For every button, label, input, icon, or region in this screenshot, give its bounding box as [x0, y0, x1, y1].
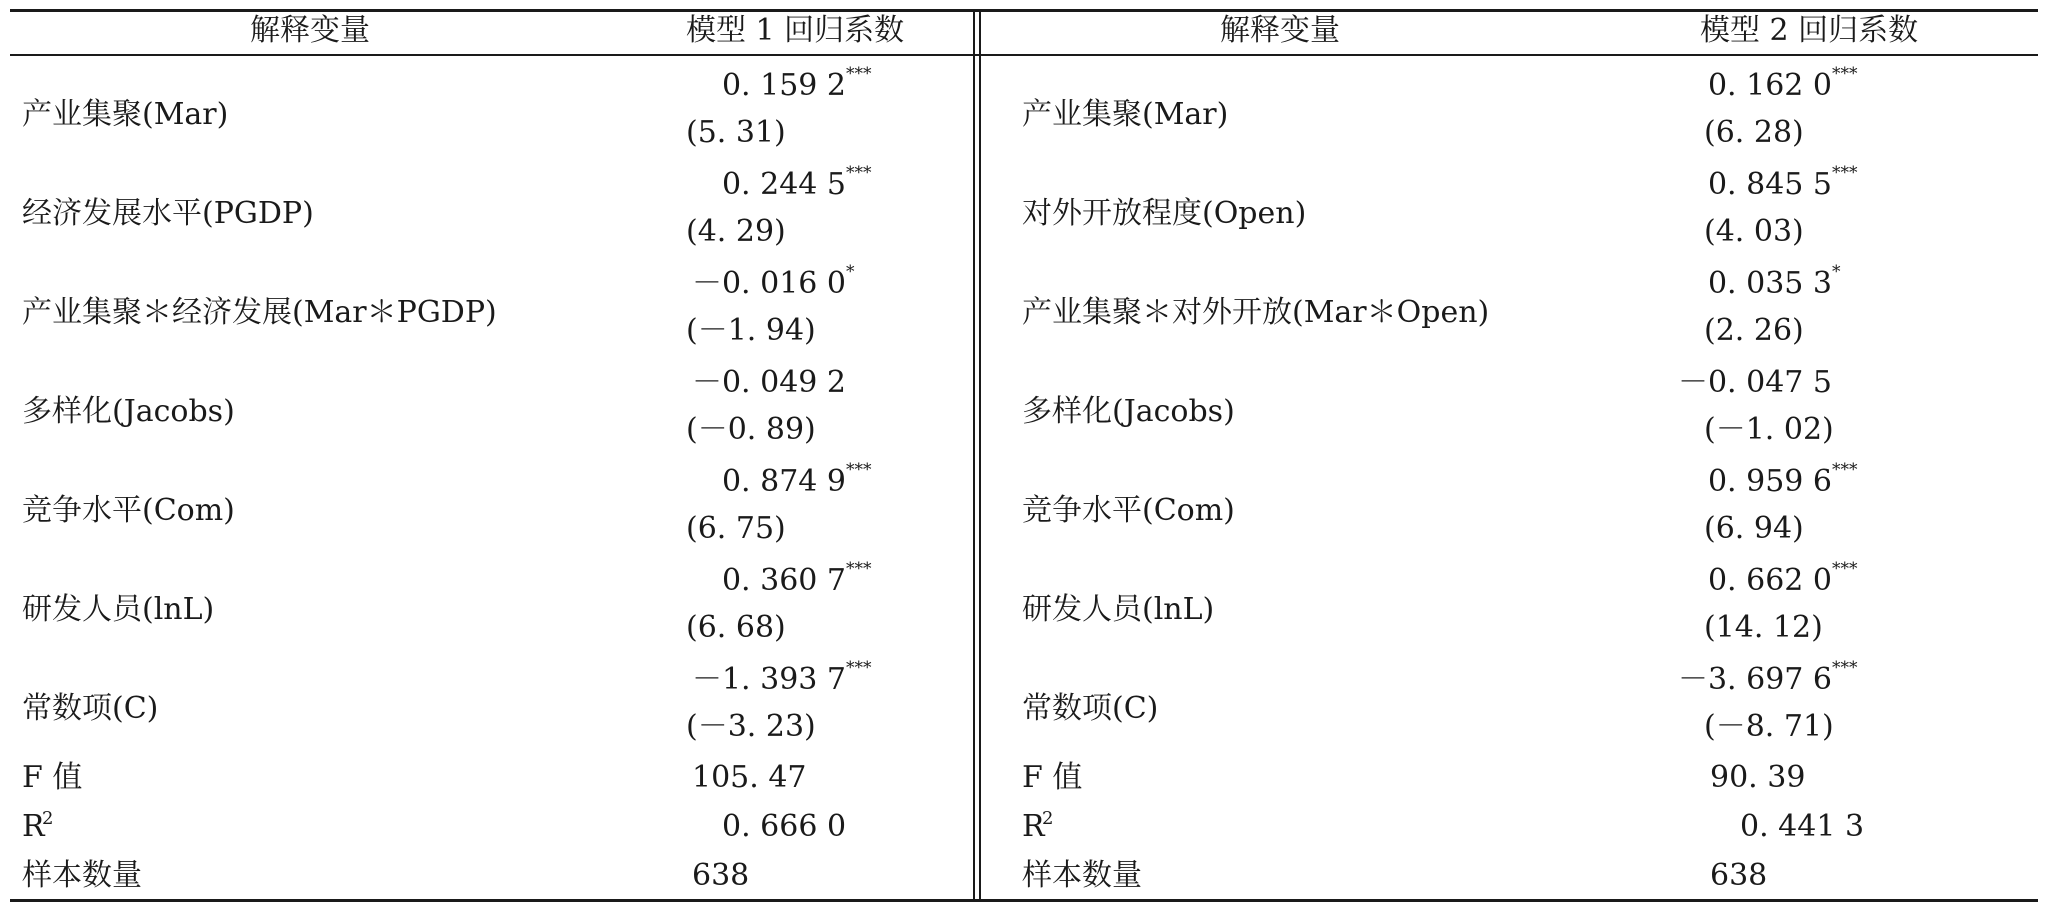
significance-stars: *	[1832, 262, 1841, 282]
row-coefficient: 0. 662 0	[1707, 563, 1832, 598]
row-t-statistic: (4. 29)	[686, 214, 786, 249]
row-coefficient: －1. 393 7	[691, 662, 846, 697]
row-label: 产业集聚(Mar)	[22, 97, 229, 132]
bottom-rule	[10, 899, 2038, 902]
row-t-statistic: (14. 12)	[1704, 610, 1823, 645]
r2-value-right: 0. 441 3	[1740, 809, 1865, 844]
row-coefficient: 0. 035 3	[1707, 266, 1832, 301]
row-coefficient: 0. 874 9	[721, 464, 846, 499]
n-label-left: 样本数量	[22, 858, 142, 893]
row-label: 竞争水平(Com)	[22, 493, 235, 528]
r2-sup-left: 2	[42, 808, 54, 829]
header-left-variable: 解释变量	[250, 13, 370, 48]
row-label: 产业集聚(Mar)	[1022, 97, 1229, 132]
row-t-statistic: (5. 31)	[686, 115, 786, 150]
row-coefficient: －3. 697 6	[1677, 662, 1832, 697]
n-value-right: 638	[1710, 858, 1768, 893]
row-t-statistic: (－0. 89)	[686, 412, 816, 447]
n-label-right: 样本数量	[1022, 858, 1142, 893]
regression-table	[10, 9, 2038, 902]
row-t-statistic: (6. 75)	[686, 511, 786, 546]
f-label-right: F 值	[1022, 760, 1083, 795]
row-t-statistic: (－3. 23)	[686, 709, 816, 744]
r2-value-left: 0. 666 0	[722, 809, 847, 844]
significance-stars: ***	[1832, 658, 1858, 678]
f-value-left: 105. 47	[692, 760, 807, 795]
row-label: 研发人员(lnL)	[22, 592, 215, 627]
header-right-variable: 解释变量	[1220, 13, 1340, 48]
row-coefficient: 0. 159 2	[721, 68, 846, 103]
significance-stars: ***	[846, 559, 872, 579]
significance-stars: ***	[1832, 64, 1858, 84]
significance-stars: ***	[1832, 163, 1858, 183]
significance-stars: ***	[846, 658, 872, 678]
significance-stars: *	[846, 262, 855, 282]
row-coefficient: －0. 049 2	[691, 365, 846, 400]
row-label: 产业集聚＊对外开放(Mar＊Open)	[1022, 295, 1490, 330]
row-coefficient: －0. 047 5	[1677, 365, 1832, 400]
significance-stars: ***	[846, 163, 872, 183]
row-coefficient: －0. 016 0	[691, 266, 846, 301]
header-model1: 模型 1 回归系数	[686, 13, 905, 48]
significance-stars: ***	[846, 64, 872, 84]
row-label: 产业集聚＊经济发展(Mar＊PGDP)	[22, 295, 497, 330]
row-coefficient: 0. 244 5	[721, 167, 846, 202]
row-label: 竞争水平(Com)	[1022, 493, 1235, 528]
row-label: 多样化(Jacobs)	[1022, 394, 1235, 429]
significance-stars: ***	[1832, 460, 1858, 480]
row-label: 经济发展水平(PGDP)	[22, 196, 314, 231]
header-rule	[10, 54, 2038, 56]
r2-label-left: R	[22, 809, 45, 844]
f-label-left: F 值	[22, 760, 83, 795]
row-label: 多样化(Jacobs)	[22, 394, 235, 429]
significance-stars: ***	[846, 460, 872, 480]
row-coefficient: 0. 360 7	[721, 563, 846, 598]
row-coefficient: 0. 959 6	[1707, 464, 1832, 499]
row-label: 常数项(C)	[1022, 691, 1159, 726]
row-t-statistic: (－8. 71)	[1704, 709, 1834, 744]
row-t-statistic: (2. 26)	[1704, 313, 1804, 348]
r2-label-right: R	[1022, 809, 1045, 844]
column-divider-left	[973, 11, 975, 900]
row-t-statistic: (6. 68)	[686, 610, 786, 645]
row-label: 常数项(C)	[22, 691, 159, 726]
row-coefficient: 0. 162 0	[1707, 68, 1832, 103]
column-divider-right	[979, 11, 981, 900]
top-rule	[10, 9, 2038, 12]
f-value-right: 90. 39	[1710, 760, 1806, 795]
row-t-statistic: (－1. 02)	[1704, 412, 1834, 447]
row-t-statistic: (4. 03)	[1704, 214, 1804, 249]
row-t-statistic: (6. 94)	[1704, 511, 1804, 546]
n-value-left: 638	[692, 858, 750, 893]
row-label: 研发人员(lnL)	[1022, 592, 1215, 627]
row-t-statistic: (6. 28)	[1704, 115, 1804, 150]
row-coefficient: 0. 845 5	[1707, 167, 1832, 202]
row-t-statistic: (－1. 94)	[686, 313, 816, 348]
r2-sup-right: 2	[1042, 808, 1054, 829]
row-label: 对外开放程度(Open)	[1022, 196, 1307, 231]
significance-stars: ***	[1832, 559, 1858, 579]
header-model2: 模型 2 回归系数	[1700, 13, 1919, 48]
